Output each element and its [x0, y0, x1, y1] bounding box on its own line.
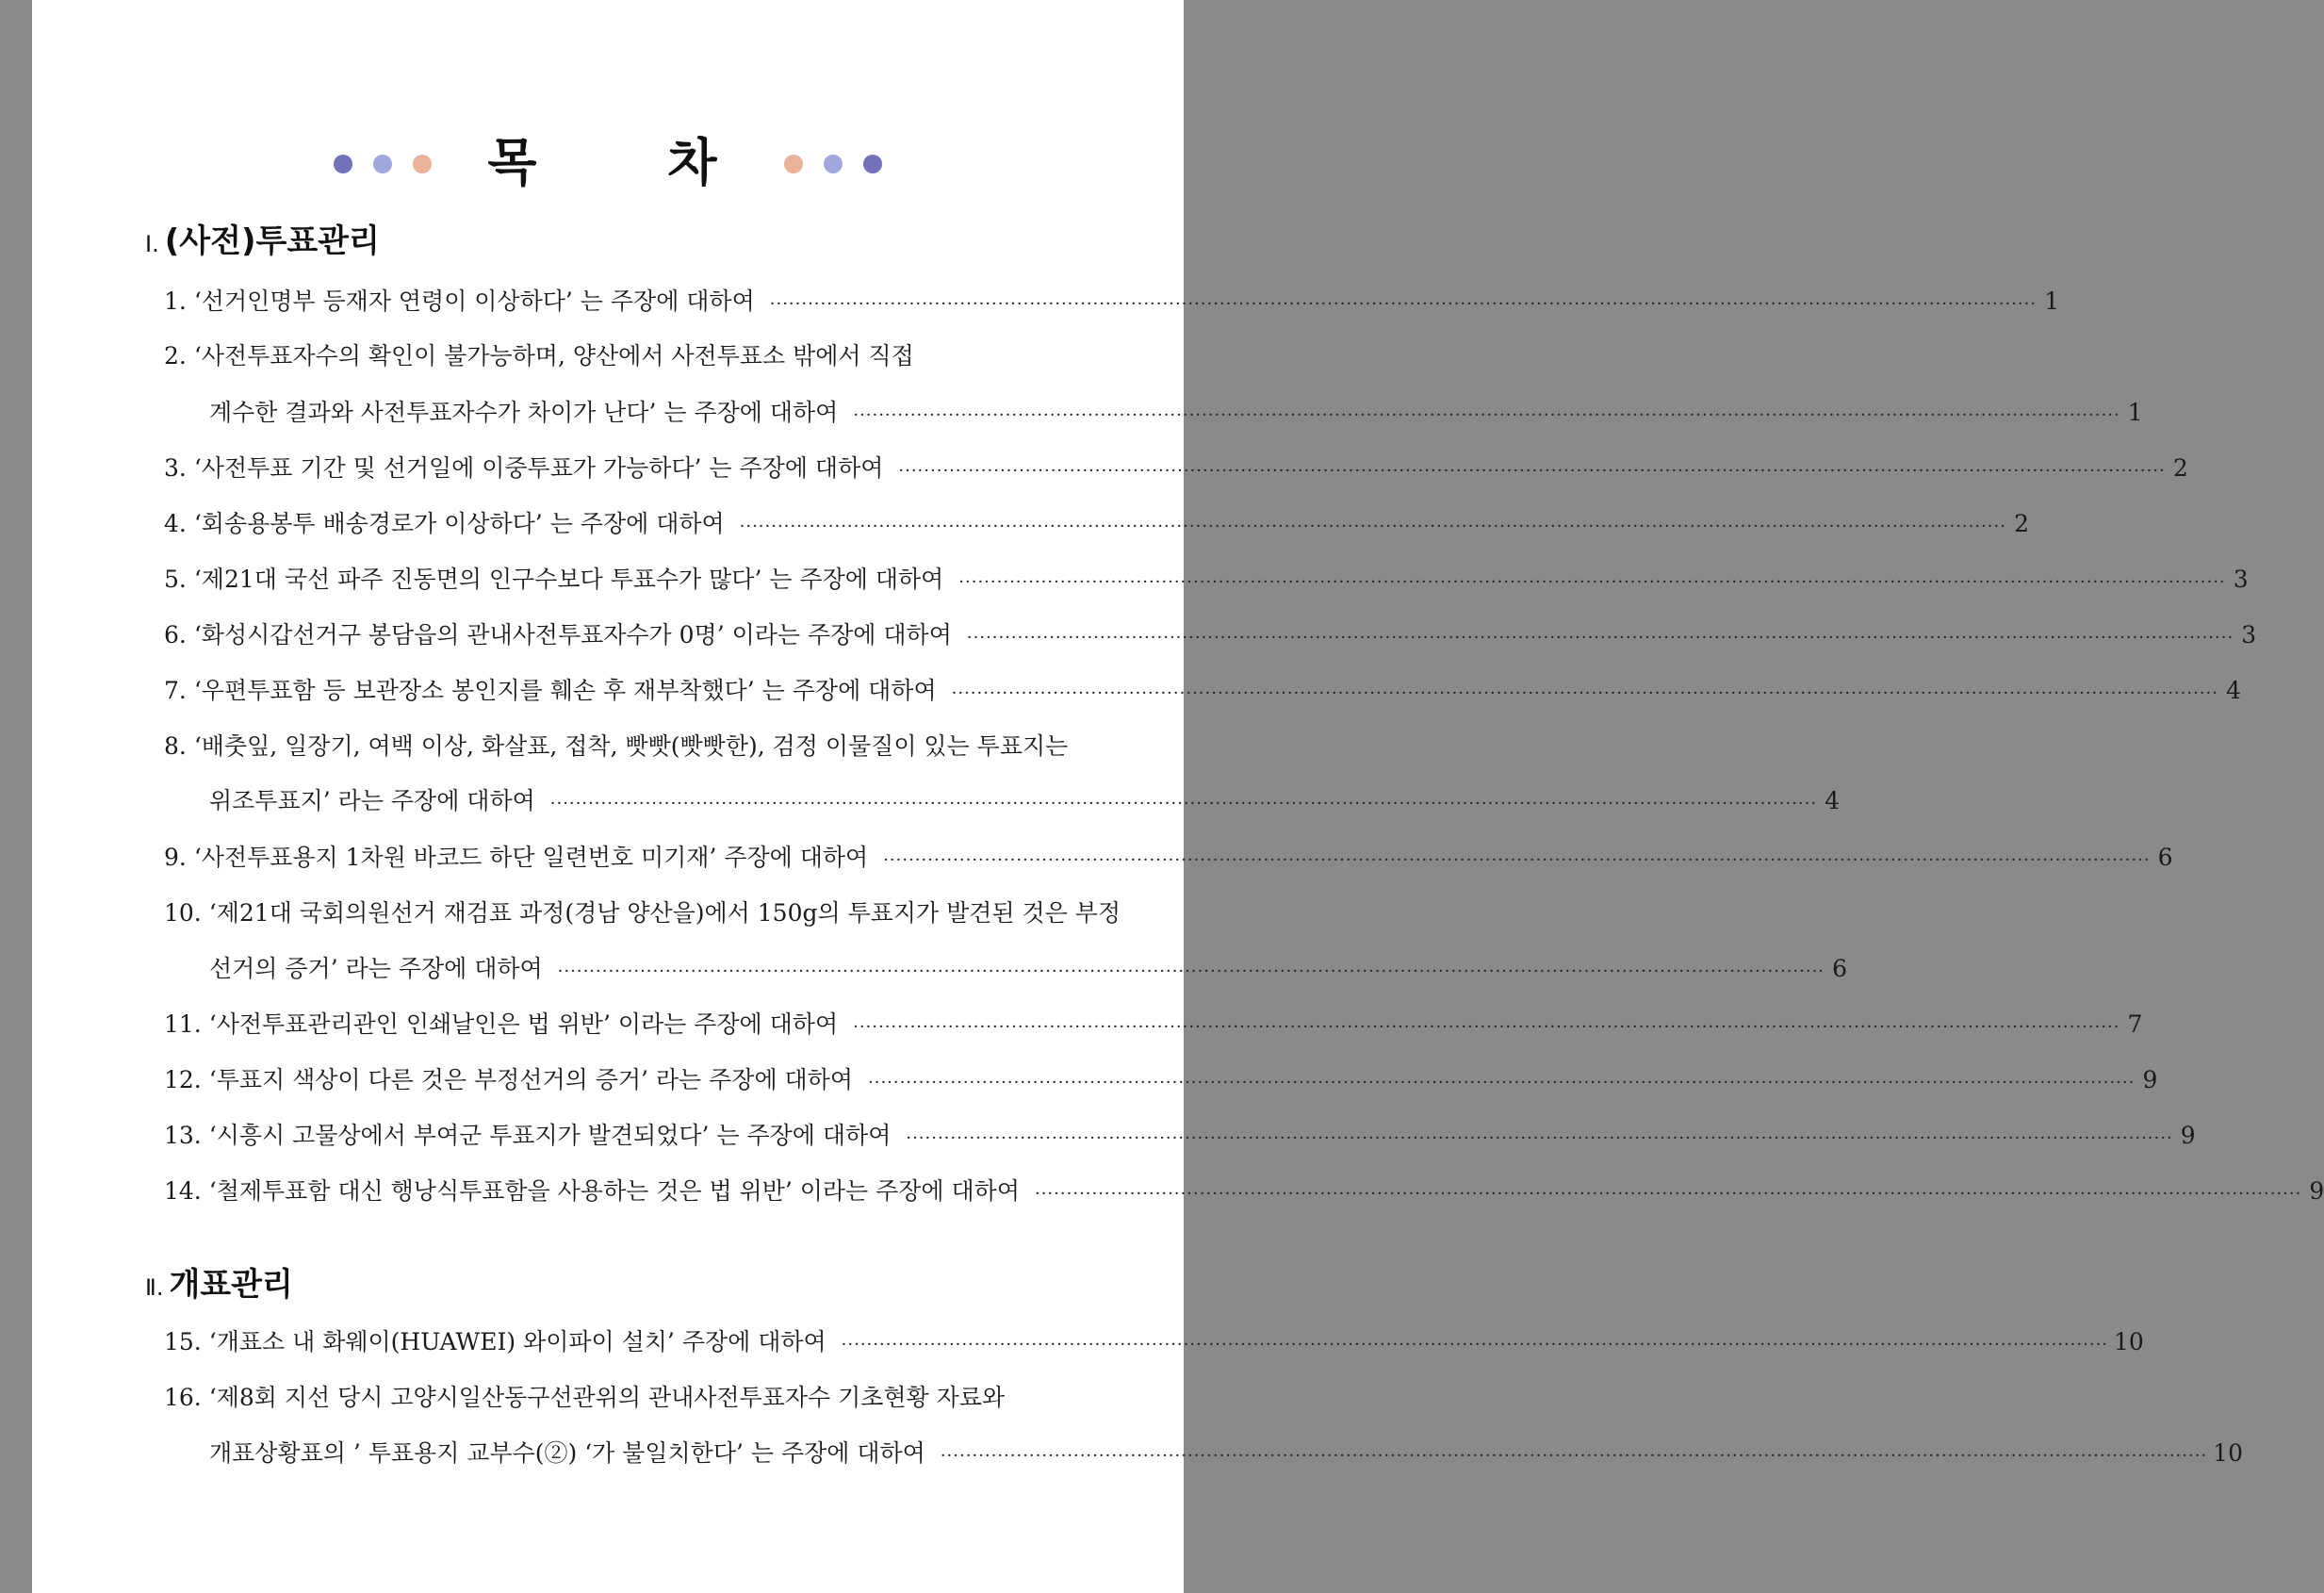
toc-entry-title: 위조투표지’ 라는 주장에 대하여	[209, 787, 535, 814]
toc-page-number: 2	[2014, 510, 2029, 537]
toc-entry[interactable]	[164, 1379, 1061, 1413]
toc-page-number: 4	[2226, 677, 2241, 704]
dot-leader: ········································································································································································································	[853, 1017, 2120, 1037]
toc-entry[interactable]	[164, 616, 2257, 650]
dot-leader: ········································································································································································································	[853, 405, 2120, 425]
toc-entry-number: 15.	[164, 1328, 202, 1355]
dot-leader: ········································································································································································································	[868, 1073, 2136, 1092]
section-number: Ⅱ.	[145, 1274, 164, 1301]
dot-leader: ········································································································································································································	[557, 961, 1825, 981]
dot-leader: ········································································································································································································	[966, 628, 2234, 648]
decorative-dot-icon	[413, 155, 432, 173]
toc-entry-number: 10.	[164, 899, 202, 927]
toc-entry-title: ‘사전투표관리관인 인쇄날인은 법 위반’ 이라는 주장에 대하여	[208, 1010, 839, 1038]
toc-entry-number: 1.	[164, 287, 187, 315]
dot-leader: ········································································································································································································	[841, 1335, 2109, 1355]
section-heading	[145, 215, 380, 261]
dot-leader: ········································································································································································································	[549, 794, 1818, 813]
toc-entry-number: 14.	[164, 1177, 202, 1205]
toc-page-number: 3	[2233, 566, 2249, 593]
toc-entry[interactable]	[164, 839, 2173, 873]
decorative-dot-icon	[784, 155, 803, 173]
section-title: 개표관리	[169, 1266, 293, 1304]
dot-leader: ········································································································································································································	[739, 517, 2006, 536]
decorative-dot-icon	[373, 155, 392, 173]
dot-leader: ········································································································································································································	[769, 294, 2038, 314]
document-page	[32, 0, 2324, 1593]
toc-entry-title: ‘제21대 국선 파주 진동면의 인구수보다 투표수가 많다’ 는 주장에 대하여	[193, 566, 944, 593]
toc-entry[interactable]	[164, 283, 2060, 317]
toc-page-number: 10	[2114, 1328, 2144, 1355]
toc-entry[interactable]	[164, 895, 1121, 928]
toc-page-number: 9	[2180, 1122, 2196, 1149]
dot-leader: ········································································································································································································	[906, 1128, 2173, 1148]
section-title: (사전)투표관리	[164, 222, 380, 260]
toc-entry-title: 개표상황표의 ’ 투표용지 교부수(②) ‘가 불일치한다’ 는 주장에 대하여	[209, 1439, 925, 1467]
toc-entry[interactable]	[164, 1061, 2158, 1095]
toc-title	[32, 123, 1184, 198]
toc-entry-number: 11.	[164, 1010, 202, 1038]
toc-page-number: 9	[2309, 1177, 2324, 1205]
toc-entry[interactable]	[164, 561, 2249, 595]
toc-entry[interactable]	[164, 1006, 2143, 1040]
toc-entry[interactable]	[164, 337, 1061, 371]
toc-page-number: 7	[2127, 1010, 2143, 1038]
toc-entry-title: ‘선거인명부 등재자 연령이 이상하다’ 는 주장에 대하여	[193, 287, 755, 315]
decorative-dot-icon	[863, 155, 882, 173]
toc-entry-number: 2.	[164, 342, 187, 370]
toc-entry[interactable]	[164, 672, 2241, 706]
dot-leader: ········································································································································································································	[958, 572, 2226, 592]
toc-entry-title: ‘제21대 국회의원선거 재검표 과정(경남 양산을)에서 150g의 투표지가 발견된 것은 부정	[208, 899, 1121, 927]
toc-entry-title: ‘화성시갑선거구 봉담읍의 관내사전투표자수가 0명’ 이라는 주장에 대하여	[193, 621, 952, 649]
toc-entry-title: ‘철제투표함 대신 행낭식투표함을 사용하는 것은 법 위반’ 이라는 주장에 대하여	[208, 1177, 1020, 1205]
toc-entry-title: ‘우편투표함 등 보관장소 봉인지를 훼손 후 재부착했다’ 는 주장에 대하여	[193, 677, 937, 704]
toc-entry-title: ‘시흥시 고물상에서 부여군 투표지가 발견되었다’ 는 주장에 대하여	[208, 1122, 892, 1149]
toc-entry-title: 선거의 증거’ 라는 주장에 대하여	[209, 955, 543, 982]
toc-entry-number: 8.	[164, 732, 187, 760]
section-heading	[145, 1258, 293, 1305]
dot-leader: ········································································································································································································	[898, 461, 2166, 481]
dot-leader: ········································································································································································································	[883, 850, 2151, 870]
toc-entry[interactable]	[164, 1117, 2196, 1151]
toc-page-number: 4	[1825, 787, 1841, 814]
section-number: Ⅰ.	[145, 231, 159, 257]
toc-entry-number: 3.	[164, 454, 187, 482]
toc-entry-number: 7.	[164, 677, 187, 704]
toc-entry-title: ‘회송용봉투 배송경로가 이상하다’ 는 주장에 대하여	[193, 510, 725, 537]
toc-page-number: 6	[2157, 844, 2173, 871]
toc-page-number: 9	[2142, 1066, 2158, 1093]
toc-page-number: 10	[2213, 1439, 2243, 1467]
dot-leader: ········································································································································································································	[940, 1446, 2208, 1466]
toc-entry-number: 5.	[164, 566, 187, 593]
toc-entry-number: 9.	[164, 844, 187, 871]
page-title: 목 차	[487, 133, 774, 192]
toc-entry-continuation[interactable]	[209, 394, 2143, 428]
toc-page-number: 6	[1832, 955, 1848, 982]
toc-entry-continuation[interactable]	[209, 1435, 2243, 1469]
toc-entry-title: ‘제8회 지선 당시 고양시일산동구선관위의 관내사전투표자수 기초현황 자료와	[208, 1384, 1006, 1411]
toc-entry-continuation[interactable]	[209, 950, 1848, 984]
toc-page-number: 1	[2127, 399, 2143, 426]
toc-entry[interactable]	[164, 728, 1069, 762]
toc-entry[interactable]	[164, 1323, 2144, 1357]
toc-entry-number: 6.	[164, 621, 187, 649]
toc-entry[interactable]	[164, 1173, 2324, 1207]
toc-entry-number: 16.	[164, 1384, 202, 1411]
toc-page-number: 2	[2172, 454, 2188, 482]
decorative-dot-icon	[824, 155, 843, 173]
toc-entry-number: 12.	[164, 1066, 202, 1093]
toc-entry-continuation[interactable]	[209, 782, 1841, 816]
toc-entry-number: 13.	[164, 1122, 202, 1149]
toc-page-number: 1	[2044, 287, 2060, 315]
decorative-dot-icon	[334, 155, 352, 173]
toc-entry-number: 4.	[164, 510, 187, 537]
dot-leader: ········································································································································································································	[951, 683, 2218, 703]
toc-entry[interactable]	[164, 450, 2188, 484]
toc-entry-title: ‘개표소 내 화웨이(HUAWEI) 와이파이 설치’ 주장에 대하여	[208, 1328, 826, 1355]
toc-entry[interactable]	[164, 505, 2029, 539]
toc-entry-title: ‘배춧잎, 일장기, 여백 이상, 화살표, 접착, 빳빳(빳빳한), 검정 이물질이 있는 투표지는	[193, 732, 1069, 760]
toc-entry-title: ‘사전투표용지 1차원 바코드 하단 일련번호 미기재’ 주장에 대하여	[193, 844, 869, 871]
toc-entry-title: 계수한 결과와 사전투표자수가 차이가 난다’ 는 주장에 대하여	[209, 399, 839, 426]
toc-page-number: 3	[2241, 621, 2257, 649]
toc-entry-title: ‘사전투표 기간 및 선거일에 이중투표가 가능하다’ 는 주장에 대하여	[193, 454, 884, 482]
toc-entry-title: ‘사전투표자수의 확인이 불가능하며, 양산에서 사전투표소 밖에서 직접	[193, 342, 914, 370]
dot-leader: ········································································································································································································	[1034, 1184, 2302, 1204]
toc-entry-title: ‘투표지 색상이 다른 것은 부정선거의 증거’ 라는 주장에 대하여	[208, 1066, 853, 1093]
